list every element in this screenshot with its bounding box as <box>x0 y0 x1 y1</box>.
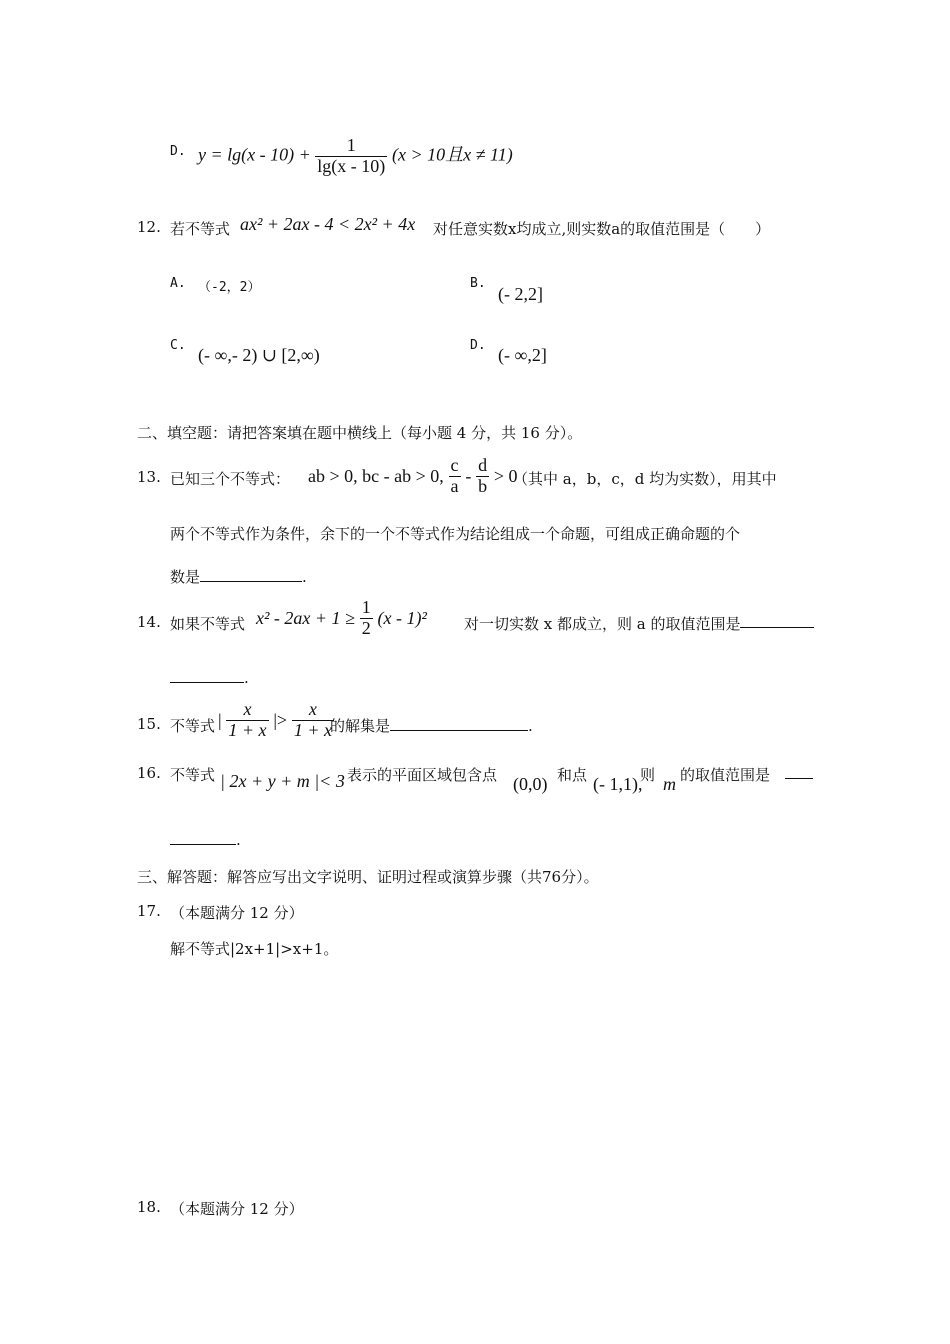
q17-body: 解不等式|2x+1|>x+1。 <box>170 940 339 958</box>
q17-number: 17. <box>137 902 161 920</box>
q14-end: . <box>244 669 249 687</box>
q12-option-b: (- 2,2] <box>498 284 543 304</box>
q13-fraction-d-b <box>476 456 489 497</box>
q11-option-d-label: D. <box>170 144 186 159</box>
q11-option-d-condition: (x > 10且x ≠ 11) <box>392 144 513 165</box>
q13-expr1: ab > 0, bc - ab > 0, <box>308 465 444 486</box>
q13-line2: 两个不等式作为条件，余下的一个不等式作为结论组成一个命题，可组成正确命题的个 <box>170 525 741 543</box>
q16-text4: 的取值范围是 <box>680 766 771 784</box>
q14-answer-blank-line2[interactable] <box>170 668 244 683</box>
q15-end: . <box>528 717 533 735</box>
q14-formula <box>256 598 427 639</box>
q16-text1: 表示的平面区域包含点 <box>347 766 498 784</box>
q15-number: 15. <box>137 715 161 733</box>
fraction-denominator: 1 + x <box>293 719 332 740</box>
q15-prefix: 不等式 <box>170 717 216 735</box>
q12-suffix: 对任意实数x均成立,则实数a的取值范围是（ ） <box>433 220 771 238</box>
fraction-denominator: 1 + x <box>228 719 267 740</box>
fraction-denominator: 2 <box>361 617 371 638</box>
q16-inequality: | 2x + y + m |< 3 <box>220 771 345 791</box>
q13-minus: - <box>465 465 472 486</box>
section-2-title: 二、填空题：请把答案填在题中横线上（每小题 4 分，共 16 分）。 <box>137 424 583 442</box>
q13-gt0: > 0 <box>493 465 518 486</box>
fraction-denominator: lg(x - 10) <box>317 155 386 176</box>
q16-line2 <box>170 830 241 849</box>
q16-end: . <box>236 831 241 849</box>
q16-point-origin: (0,0) <box>513 774 548 794</box>
q14-number: 14. <box>137 613 161 631</box>
section-3-title: 三、解答题：解答应写出文字说明、证明过程或演算步骤（共76分）。 <box>137 868 599 886</box>
q13-line3 <box>170 566 307 587</box>
q13-prefix: 已知三个不等式： <box>170 470 291 488</box>
fraction-numerator: 1 <box>361 597 371 617</box>
q14-answer-blank-line1[interactable] <box>740 613 814 628</box>
fraction-denominator: a <box>450 475 459 496</box>
q12-option-c-label: C. <box>170 338 186 353</box>
q13-suffix: （其中 a，b，c，d 均为实数），用其中 <box>513 470 777 488</box>
q16-answer-blank-line1[interactable] <box>785 764 813 779</box>
q13-answer-blank[interactable] <box>200 567 302 582</box>
fraction-numerator: d <box>478 455 488 475</box>
q12-option-c: (- ∞,- 2) ∪ [2,∞) <box>198 345 320 365</box>
q13-formula <box>308 456 518 497</box>
q13-number: 13. <box>137 468 161 486</box>
fraction-numerator: x <box>243 699 252 719</box>
q12-option-a-label: A. <box>170 276 186 291</box>
q14-fraction-half <box>360 598 373 639</box>
fraction-numerator: c <box>450 455 459 475</box>
q11-option-d-expr: y = lg(x - 10) + <box>198 144 316 165</box>
q16-prefix: 不等式 <box>170 766 216 784</box>
q15-abs-open: | <box>218 709 222 730</box>
q18-score: （本题满分 12 分） <box>170 1200 304 1218</box>
fraction-denominator: b <box>478 475 488 496</box>
q12-option-a: （-2，2） <box>198 280 261 295</box>
q15-fraction-lhs <box>226 700 268 741</box>
q11-option-d-formula <box>198 136 513 177</box>
q12-inequality: ax² + 2ax - 4 < 2x² + 4x <box>240 214 416 234</box>
q16-text3: 则 <box>640 766 656 784</box>
q12-number: 12. <box>137 218 161 236</box>
q15-fraction-rhs <box>292 700 334 741</box>
q15-gt: |> <box>273 709 288 730</box>
q16-number: 16. <box>137 764 161 782</box>
q13-fraction-c-a <box>449 456 461 497</box>
q18-number: 18. <box>137 1198 161 1216</box>
q14-line2 <box>170 668 249 687</box>
q13-end: . <box>302 568 307 586</box>
q15-answer-blank[interactable] <box>390 716 528 731</box>
q14-expr: x² - 2ax + 1 ≥ <box>256 607 355 628</box>
q12-option-b-label: B. <box>470 276 486 291</box>
q12-prefix: 若不等式 <box>170 220 231 238</box>
q11-option-d-fraction <box>315 136 387 177</box>
q13-line3-text: 数是 <box>170 568 201 586</box>
q14-suffix: 对一切实数 x 都成立，则 a 的取值范围是 <box>464 615 741 633</box>
q16-point-2: (- 1,1), <box>593 774 643 794</box>
q14-prefix: 如果不等式 <box>170 615 246 633</box>
q16-m: m <box>663 774 676 794</box>
q15-suffix-line <box>330 715 533 736</box>
q16-text2: 和点 <box>557 766 588 784</box>
q17-score: （本题满分 12 分） <box>170 904 304 922</box>
fraction-numerator: x <box>308 699 317 719</box>
q12-option-d-label: D. <box>470 338 486 353</box>
q15-formula <box>218 700 334 741</box>
q16-answer-blank-line2[interactable] <box>170 830 236 845</box>
q14-expr2: (x - 1)² <box>377 607 427 628</box>
fraction-numerator: 1 <box>346 135 356 155</box>
q12-option-d: (- ∞,2] <box>498 345 547 365</box>
q15-suffix: 的解集是 <box>330 717 391 735</box>
